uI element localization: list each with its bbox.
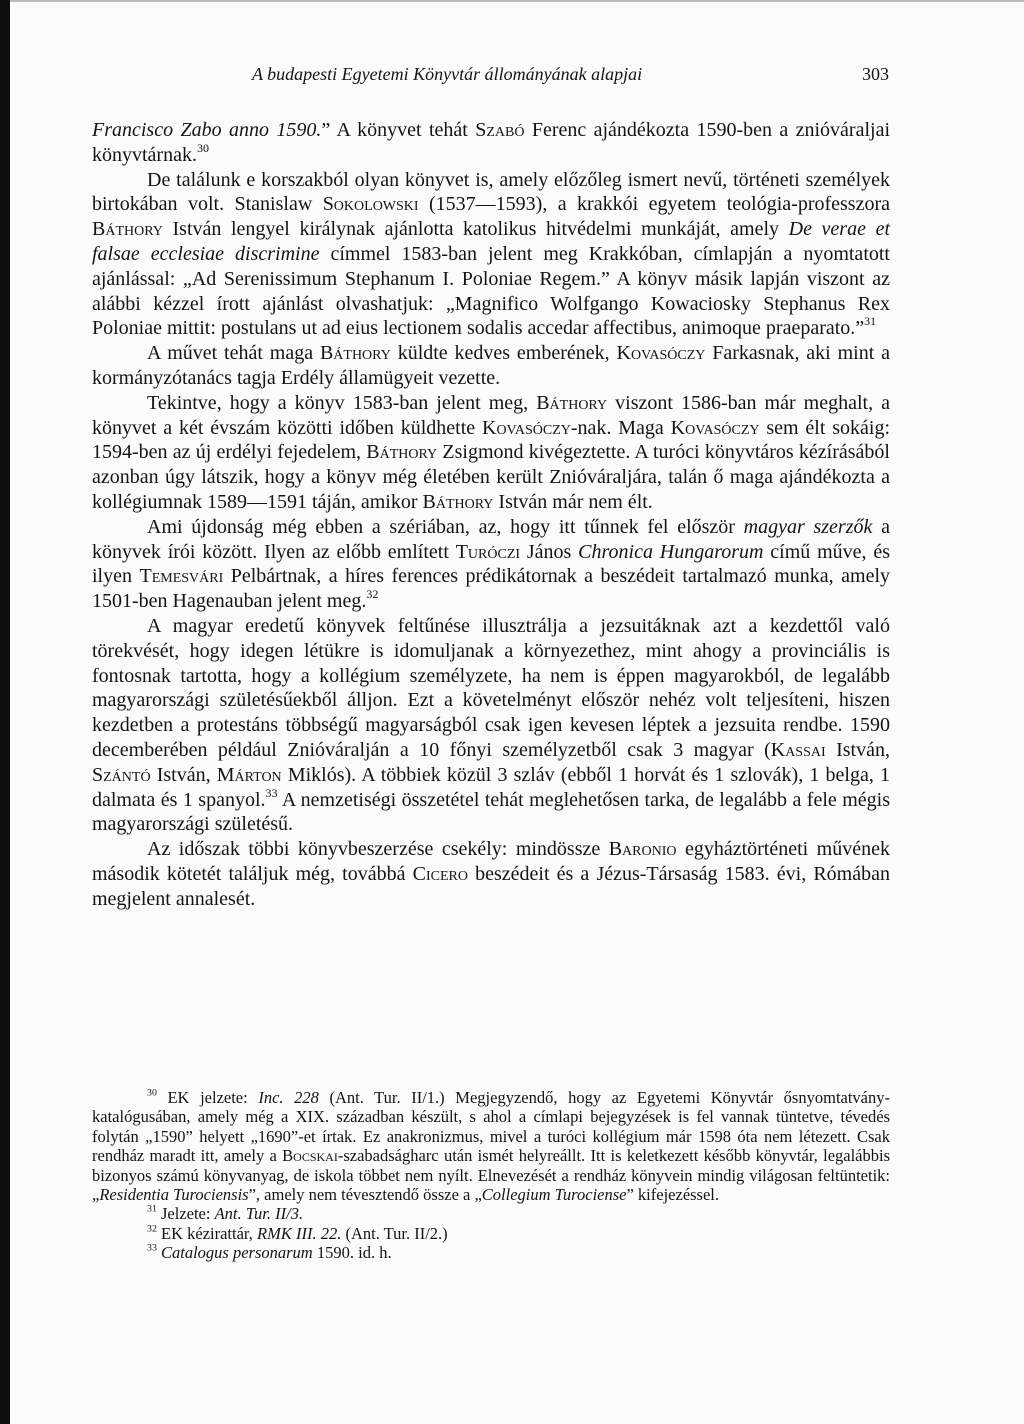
name-smallcaps: Cicero xyxy=(412,862,468,885)
text-run: ” A könyvet tehát xyxy=(321,119,476,141)
text-run: János xyxy=(520,540,579,563)
paragraph xyxy=(92,118,890,168)
text-run: sem élt sokáig: 1594-ben az új erdélyi fejedelem, xyxy=(92,416,891,464)
name-smallcaps: Szántó xyxy=(92,763,151,786)
paragraph xyxy=(92,168,890,342)
name-smallcaps: Kassai xyxy=(770,738,826,761)
text-run: címmel 1583-ban jelent meg Krakkóban, címlapján a nyomtatott ajánlással: „Ad Serenissimum Stephanum I. Poloniae Regem.” A könyv másik lapján viszont az alábbi kézzel írott ajánlást olvashatjuk: „Magnifico Wolfgango Kowaciosky Stephanus Rex Poloniae mittit: postulans ut ad eius lectionem sodalis accedar affectibus, animoque praeparato.” xyxy=(92,242,890,340)
italic-text: Inc. 228 xyxy=(258,1088,319,1107)
footnote xyxy=(92,1243,890,1262)
name-smallcaps: Báthory xyxy=(366,441,438,464)
italic-text: magyar szerzők xyxy=(743,515,873,538)
name-smallcaps: Temesvári xyxy=(139,565,224,588)
italic-text: De verae et falsae ecclesiae discrimine xyxy=(92,218,890,265)
paragraph xyxy=(92,837,890,911)
name-smallcaps: Sokolowski xyxy=(322,193,419,216)
text-run: ”, amely nem tévesztendő össze a „ xyxy=(248,1185,482,1205)
name-smallcaps: Báthory xyxy=(536,391,608,414)
paragraph xyxy=(92,614,890,837)
text-run: A nemzetiségi összetétel tehát meglehetősen tarka, de legalább a fele mégis magyarországi születésű. xyxy=(92,788,890,836)
text-run: István, xyxy=(825,738,890,761)
text-run: Az időszak többi könyvbeszerzése csekély: mindössze xyxy=(147,838,609,861)
italic-text: Residentia Turociensis xyxy=(99,1185,249,1205)
running-title: A budapesti Egyetemi Könyvtár állományának alapjai xyxy=(252,64,643,84)
name-smallcaps: Kovasóczy xyxy=(616,342,706,365)
text-run: István lengyel királynak ajánlotta katolikus hitvédelmi munkáját, amely xyxy=(162,218,789,241)
scan-edge-shadow xyxy=(0,0,10,1424)
text-run: Ami újdonság még ebben a szériában, az, hogy itt tűnnek fel először xyxy=(147,515,744,538)
name-smallcaps: Turóczi xyxy=(455,540,521,563)
text-run: EK kézirattár, xyxy=(156,1223,257,1243)
paragraph xyxy=(92,515,890,614)
scan-top-edge xyxy=(10,0,1024,2)
name-smallcaps: Márton xyxy=(216,763,282,786)
name-smallcaps: Baronio xyxy=(608,838,677,861)
text-run: ” kifejezéssel. xyxy=(626,1185,720,1205)
footnote xyxy=(92,1224,890,1243)
text-run: Zsigmond kivégeztette. A turóci könyvtáros kézírásából azonban úgy látszik, hogy a könyv még életében került Znióváraljára, talán ő maga ajándékozta a kollégiumnak 1589—1591 táján, amikor xyxy=(92,441,890,513)
paragraph xyxy=(92,341,890,391)
name-smallcaps: Báthory xyxy=(92,218,163,241)
text-run: A művet tehát maga xyxy=(147,342,320,365)
name-smallcaps: Szabó xyxy=(475,119,525,141)
text-run: a könyvek írói között. Ilyen az előbb említett xyxy=(92,515,890,563)
text-run: Pelbártnak, a híres ferences prédikátornak a beszédeit tartalmazó munka, amely 1501-ben Hagenauban jelent meg. xyxy=(92,565,891,613)
footnote-ref: 32 xyxy=(147,1223,157,1235)
name-smallcaps: Báthory xyxy=(422,490,494,513)
body-text xyxy=(92,118,890,912)
text-run: (Ant. Tur. II/1.) Megjegyzendő, hogy az Egyetemi Könyvtár ősnyomtatvány-katalógusában, amely még a XIX. században készült, s ahol a címlapi bejegyzések is fel vannak tüntetve, tévedés folytán „1590” helyett „1690”-et írtak. Ez anakronizmus, mivel a turóci kollégium már 1598 óta nem létezett. Csak rendház maradt itt, amely a xyxy=(92,1088,890,1166)
footnote-ref: 31 xyxy=(147,1204,157,1216)
name-smallcaps: Kovasóczy xyxy=(670,416,760,439)
text-run: viszont 1586-ban már meghalt, a könyvet a két évszám közötti időben küldhette xyxy=(92,391,890,439)
text-run: 1590. id. h. xyxy=(312,1243,392,1263)
name-smallcaps: Báthory xyxy=(319,342,391,365)
name-smallcaps: Bocskai xyxy=(282,1146,338,1166)
page-header xyxy=(92,64,889,92)
footnote xyxy=(92,1204,890,1223)
italic-text: Francisco Zabo anno 1590. xyxy=(92,119,322,141)
footnote-ref: 33 xyxy=(265,785,278,800)
footnote-ref: 32 xyxy=(366,587,379,602)
italic-text: Collegium Turociense xyxy=(481,1185,627,1205)
text-run: Tekintve, hogy a könyv 1583-ban jelent meg, xyxy=(147,391,537,414)
italic-text: Chronica Hungarorum xyxy=(578,540,764,563)
paragraph xyxy=(92,391,890,515)
text-run: egyháztörténeti művének második kötetét találjuk még, továbbá xyxy=(92,838,890,885)
footnote-ref: 31 xyxy=(864,314,877,329)
text-run: De találunk e korszakból olyan könyvet is, amely előzőleg ismert nevű, történeti személyek birtokában volt. Stanislaw xyxy=(92,168,890,216)
text-run: -szabadságharc után ismét helyreállt. Itt is keletkezett később könyvtár, legalábbis bizonyos számú könyvanyag, de iskola többet nem nyílt. Elnevezését a rendház könyvein mindig világosan feltüntetik: „ xyxy=(92,1146,891,1205)
footnote-ref: 33 xyxy=(147,1242,157,1254)
text-run: Miklós). A többiek közül 3 szláv (ebből 1 horvát és 1 szlovák), 1 belga, 1 dalmata és 1 spanyol. xyxy=(92,763,890,811)
footnote-ref: 30 xyxy=(147,1087,157,1099)
text-run: -nak. Maga xyxy=(570,416,671,439)
text-run: EK jelzete: xyxy=(156,1088,259,1107)
italic-text: RMK III. 22. xyxy=(257,1223,342,1243)
footnote xyxy=(92,1088,890,1204)
name-smallcaps: Kovasóczy xyxy=(482,416,571,439)
italic-text: Ant. Tur. II/3. xyxy=(214,1204,304,1224)
text-run: Ferenc ajándékozta 1590-ben a znióváraljai könyvtárnak. xyxy=(92,119,891,166)
text-run: küldte kedves emberének, xyxy=(390,342,617,365)
text-run: (1537—1593), a krakkói egyetem teológia-professzora xyxy=(418,193,890,216)
italic-text: Catalogus personarum xyxy=(161,1243,313,1263)
text-run: Farkasnak, aki mint a kormányzótanács tagja Erdély államügyeit vezette. xyxy=(92,342,890,389)
text-run: István már nem élt. xyxy=(493,490,653,513)
page-number: 303 xyxy=(862,64,889,84)
text-run: Jelzete: xyxy=(156,1204,215,1224)
footnotes xyxy=(92,1088,890,1263)
text-run: beszédeit és a Jézus-Társaság 1583. évi, Rómában megjelent annalesét. xyxy=(92,862,890,910)
text-run: István, xyxy=(150,763,217,786)
text-run: című műve, és ilyen xyxy=(92,540,890,588)
text-run: (Ant. Tur. II/2.) xyxy=(341,1223,448,1243)
footnote-ref: 30 xyxy=(196,140,209,155)
text-run: A magyar eredetű könyvek feltűnése illusztrálja a jezsuitáknak azt a kezdettől való törekvését, hogy idegen létükre is idomuljanak a környezethez, mint ahogy a provinciális is fontosnak tartotta, hogy a kollégium személyzete, ha nem is éppen magyarokból, de legalább magyarországi születésűekből álljon. Ezt a követelményt először nehéz volt teljesíteni, hiszen kezdetben a protestáns többségű magyarságból csak igen kevesen léptek a jezsuita rendbe. 1590 decemberében például Znióváralján a 10 főnyi személyzetből csak 3 magyar ( xyxy=(92,614,890,761)
